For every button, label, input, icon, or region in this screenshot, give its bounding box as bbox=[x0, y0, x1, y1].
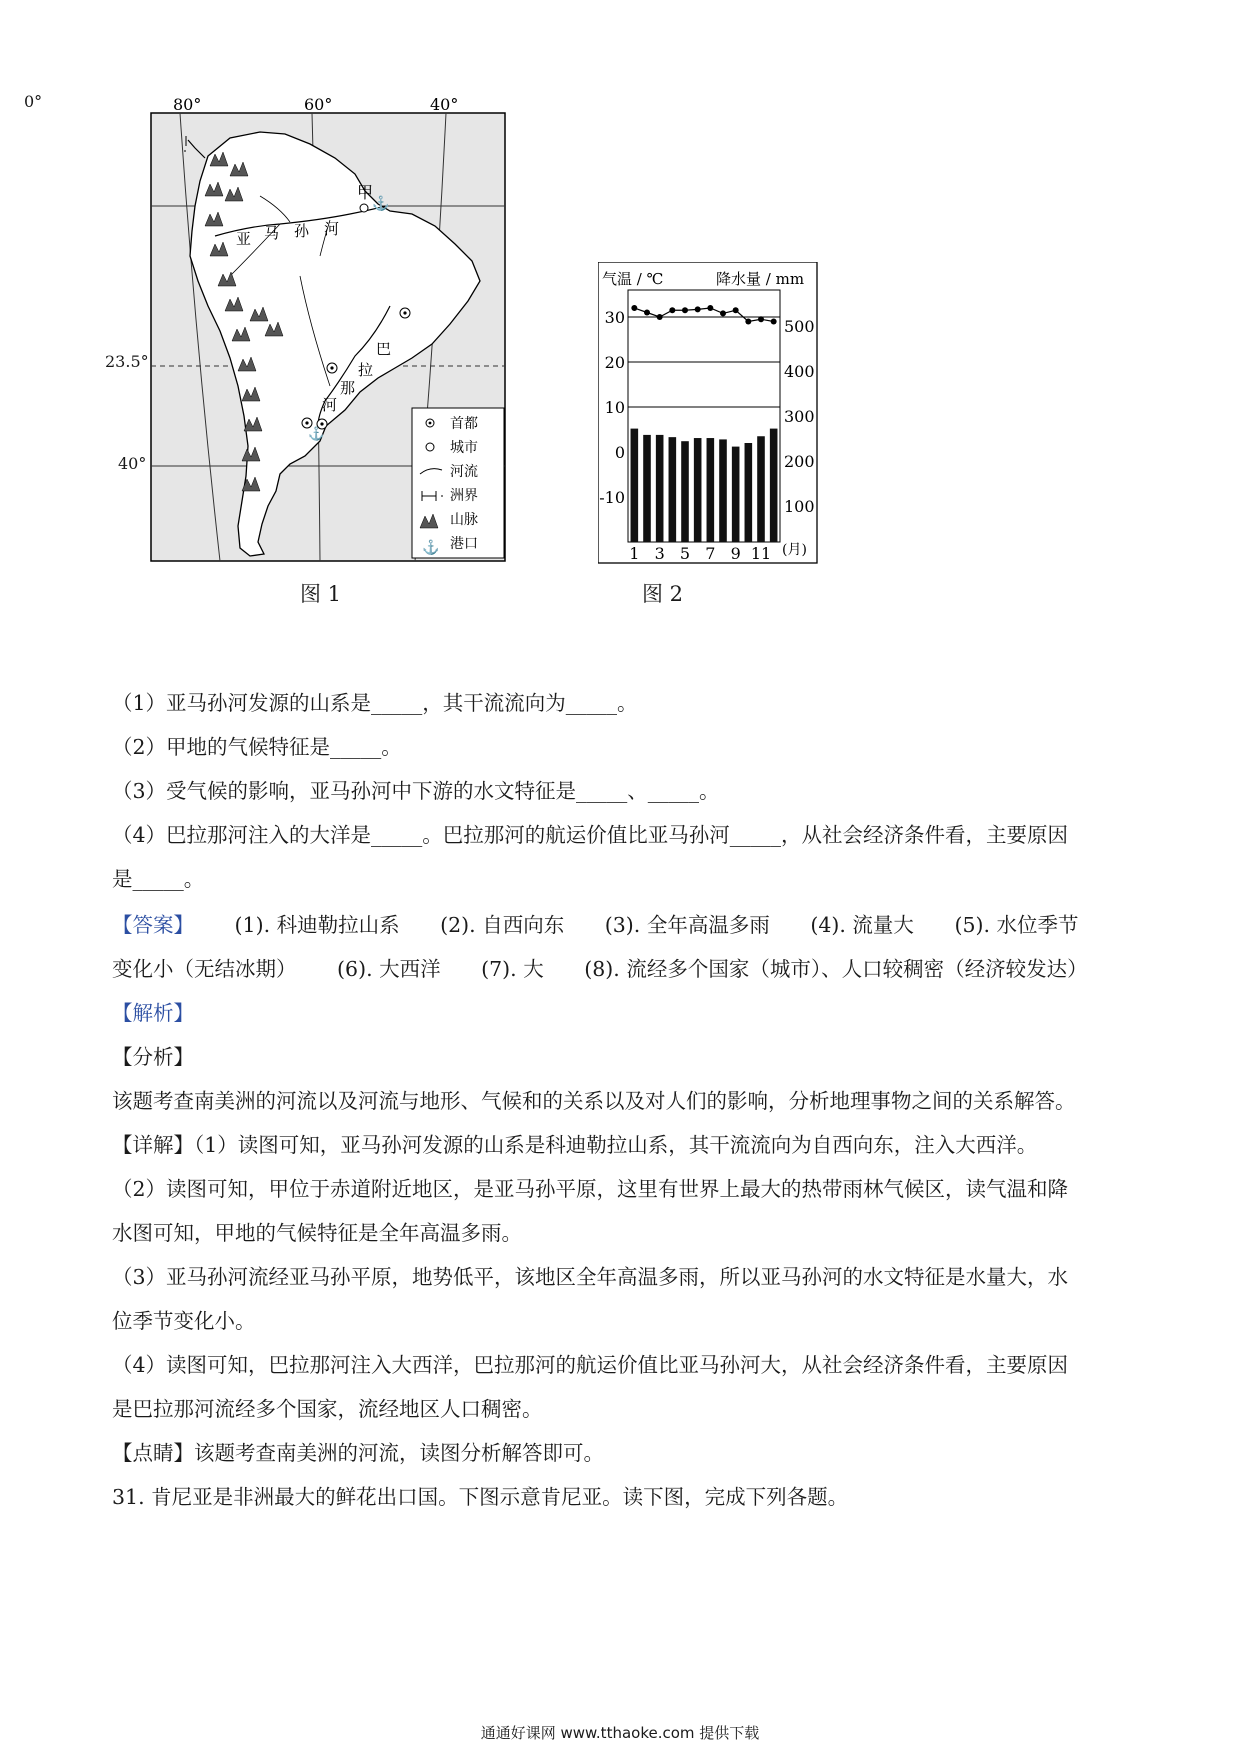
detail-line-1: 【详解】（1）读图可知，亚马孙河发源的山系是科迪勒拉山系，其干流流向为自西向东，注入大西洋。 bbox=[112, 1133, 1038, 1157]
answer-item-5: (5). 水位季节 bbox=[954, 913, 1079, 937]
temp-point-10 bbox=[745, 319, 751, 325]
precip-bar-4 bbox=[669, 437, 677, 542]
right-axis-title: 降水量 / mm bbox=[716, 270, 805, 288]
temp-point-2 bbox=[644, 310, 650, 316]
answer-item-6: (6). 大西洋 bbox=[337, 957, 441, 981]
precip-bar-5 bbox=[681, 441, 689, 542]
precip-bar-6 bbox=[694, 438, 702, 542]
precip-bar-10 bbox=[745, 443, 753, 542]
climate-chart bbox=[598, 262, 818, 568]
point-line: 【点睛】该题考查南美洲的河流，读图分析解答即可。 bbox=[112, 1441, 604, 1465]
answer-item-2: (2). 自西向东 bbox=[440, 913, 565, 937]
detail-line-6: （4）读图可知，巴拉那河注入大西洋，巴拉那河的航运价值比亚马孙河大，从社会经济条件看，主要原因 bbox=[112, 1353, 1069, 1377]
temp-point-3 bbox=[657, 314, 663, 320]
x-tick-label: 5 bbox=[679, 544, 691, 563]
left-tick-label: 10 bbox=[604, 398, 625, 417]
lon-80-label: 80° bbox=[173, 96, 202, 114]
figure1-caption: 图 1 bbox=[300, 582, 342, 606]
svg-text:那: 那 bbox=[340, 379, 356, 397]
right-tick-label: 100 bbox=[784, 497, 815, 516]
x-tick-label: 7 bbox=[705, 544, 716, 563]
svg-text:洲界: 洲界 bbox=[450, 488, 478, 504]
answer-item-7: (7). 大 bbox=[481, 957, 544, 981]
answer-item-1: (1). 科迪勒拉山系 bbox=[234, 913, 400, 937]
question-4: （4）巴拉那河注入的大洋是_____。巴拉那河的航运价值比亚马孙河_____，从社会经济条件看，主要原因 bbox=[112, 823, 1069, 847]
svg-text:河流: 河流 bbox=[450, 464, 478, 480]
answer-label: 【答案】 bbox=[112, 913, 194, 937]
temp-point-4 bbox=[669, 307, 675, 313]
fenxi-label: 【分析】 bbox=[112, 1045, 194, 1069]
jia-port-icon: ⚓ bbox=[372, 196, 390, 212]
lat-40-label: 40° bbox=[118, 454, 147, 473]
x-tick-label: 11 bbox=[750, 544, 772, 563]
temp-point-1 bbox=[631, 305, 637, 311]
x-tick-label: 1 bbox=[629, 544, 640, 563]
svg-text:马: 马 bbox=[264, 224, 280, 242]
detail-line-7: 是巴拉那河流经多个国家，流经地区人口稠密。 bbox=[112, 1397, 543, 1421]
page-footer: 通通好课网 www.tthaoke.com 提供下载 bbox=[480, 1724, 760, 1742]
detail-line-3: 水图可知，甲地的气候特征是全年高温多雨。 bbox=[112, 1221, 522, 1245]
precip-bar-11 bbox=[757, 436, 765, 542]
lat-0-label: 0° bbox=[24, 92, 43, 111]
svg-text:河: 河 bbox=[322, 396, 338, 414]
precip-bar-3 bbox=[656, 435, 664, 542]
analysis-label: 【解析】 bbox=[112, 1001, 194, 1025]
svg-text:山脉: 山脉 bbox=[450, 512, 478, 528]
svg-text:孙: 孙 bbox=[294, 222, 310, 240]
svg-text:首都: 首都 bbox=[450, 416, 478, 432]
question-3: （3）受气候的影响，亚马孙河中下游的水文特征是_____、_____。 bbox=[112, 779, 720, 803]
port-icon: ⚓ bbox=[422, 540, 440, 556]
answer-line-1 bbox=[112, 908, 1079, 938]
lat-23-label: 23.5° bbox=[105, 352, 149, 371]
city-icon bbox=[426, 443, 434, 451]
question-1: （1）亚马孙河发源的山系是_____，其干流流向为_____。 bbox=[112, 691, 638, 715]
right-tick-label: 300 bbox=[784, 407, 815, 426]
right-tick-label: 400 bbox=[784, 362, 815, 381]
x-unit-label: (月) bbox=[782, 542, 807, 558]
fenxi-text: 该题考查南美洲的河流以及河流与地形、气候和的关系以及对人们的影响，分析地理事物之间的关系解答。 bbox=[112, 1089, 1076, 1113]
temp-point-5 bbox=[682, 307, 688, 313]
precip-bar-12 bbox=[770, 429, 778, 542]
precip-bar-2 bbox=[643, 435, 651, 542]
answer-item-8: (8). 流经多个国家（城市）、人口较稠密（经济较发达） bbox=[584, 957, 1088, 981]
parana-port-icon: ⚓ bbox=[308, 427, 325, 442]
precip-bar-1 bbox=[631, 429, 639, 542]
left-tick-label: 20 bbox=[604, 353, 625, 372]
answer-item-5-cont: 变化小（无结冰期） bbox=[112, 957, 297, 981]
left-tick-label: 0 bbox=[614, 443, 625, 462]
answer-item-4: (4). 流量大 bbox=[810, 913, 914, 937]
temp-point-8 bbox=[720, 310, 726, 316]
detail-line-2: （2）读图可知，甲位于赤道附近地区，是亚马孙平原，这里有世界上最大的热带雨林气候区，读气温和降 bbox=[112, 1177, 1069, 1201]
left-tick-label: -10 bbox=[599, 488, 625, 507]
svg-text:河: 河 bbox=[324, 220, 340, 238]
next-question: 31. 肯尼亚是非洲最大的鲜花出口国。下图示意肯尼亚。读下图，完成下列各题。 bbox=[112, 1485, 849, 1509]
detail-line-5: 位季节变化小。 bbox=[112, 1309, 256, 1333]
lon-60-label: 60° bbox=[304, 96, 333, 114]
svg-text:拉: 拉 bbox=[358, 361, 374, 379]
svg-text:港口: 港口 bbox=[450, 536, 478, 552]
svg-text:亚: 亚 bbox=[236, 230, 252, 248]
left-tick-label: 30 bbox=[604, 308, 625, 327]
south-america-map bbox=[150, 96, 510, 570]
jia-city-icon bbox=[360, 204, 368, 212]
temp-point-11 bbox=[758, 316, 764, 322]
precip-bar-8 bbox=[719, 439, 727, 542]
answer-item-3: (3). 全年高温多雨 bbox=[604, 913, 770, 937]
answer-line-2 bbox=[112, 952, 1088, 982]
temp-point-9 bbox=[733, 307, 739, 313]
lon-40-label: 40° bbox=[430, 96, 459, 114]
point-label: 【点睛】 bbox=[112, 1441, 194, 1465]
detail-line-4: （3）亚马孙河流经亚马孙平原，地势低平，该地区全年高温多雨，所以亚马孙河的水文特征是水量大，水 bbox=[112, 1265, 1069, 1289]
right-tick-label: 500 bbox=[784, 317, 815, 336]
x-tick-label: 9 bbox=[730, 544, 741, 563]
precip-bar-7 bbox=[707, 438, 715, 542]
svg-text:巴: 巴 bbox=[376, 340, 392, 358]
x-tick-label: 3 bbox=[654, 544, 665, 563]
right-tick-label: 200 bbox=[784, 452, 815, 471]
detail-label: 【详解】 bbox=[112, 1133, 194, 1157]
temp-point-7 bbox=[707, 305, 713, 311]
figure2-caption: 图 2 bbox=[642, 582, 684, 606]
temp-point-12 bbox=[771, 319, 777, 325]
question-4-cont: 是_____。 bbox=[112, 867, 205, 891]
question-2: （2）甲地的气候特征是_____。 bbox=[112, 735, 402, 759]
precip-bar-9 bbox=[732, 447, 740, 542]
left-axis-title: 气温 / ℃ bbox=[602, 270, 664, 288]
svg-text:城市: 城市 bbox=[450, 440, 478, 456]
jia-label: 甲 bbox=[357, 183, 374, 202]
temp-point-6 bbox=[695, 306, 701, 312]
